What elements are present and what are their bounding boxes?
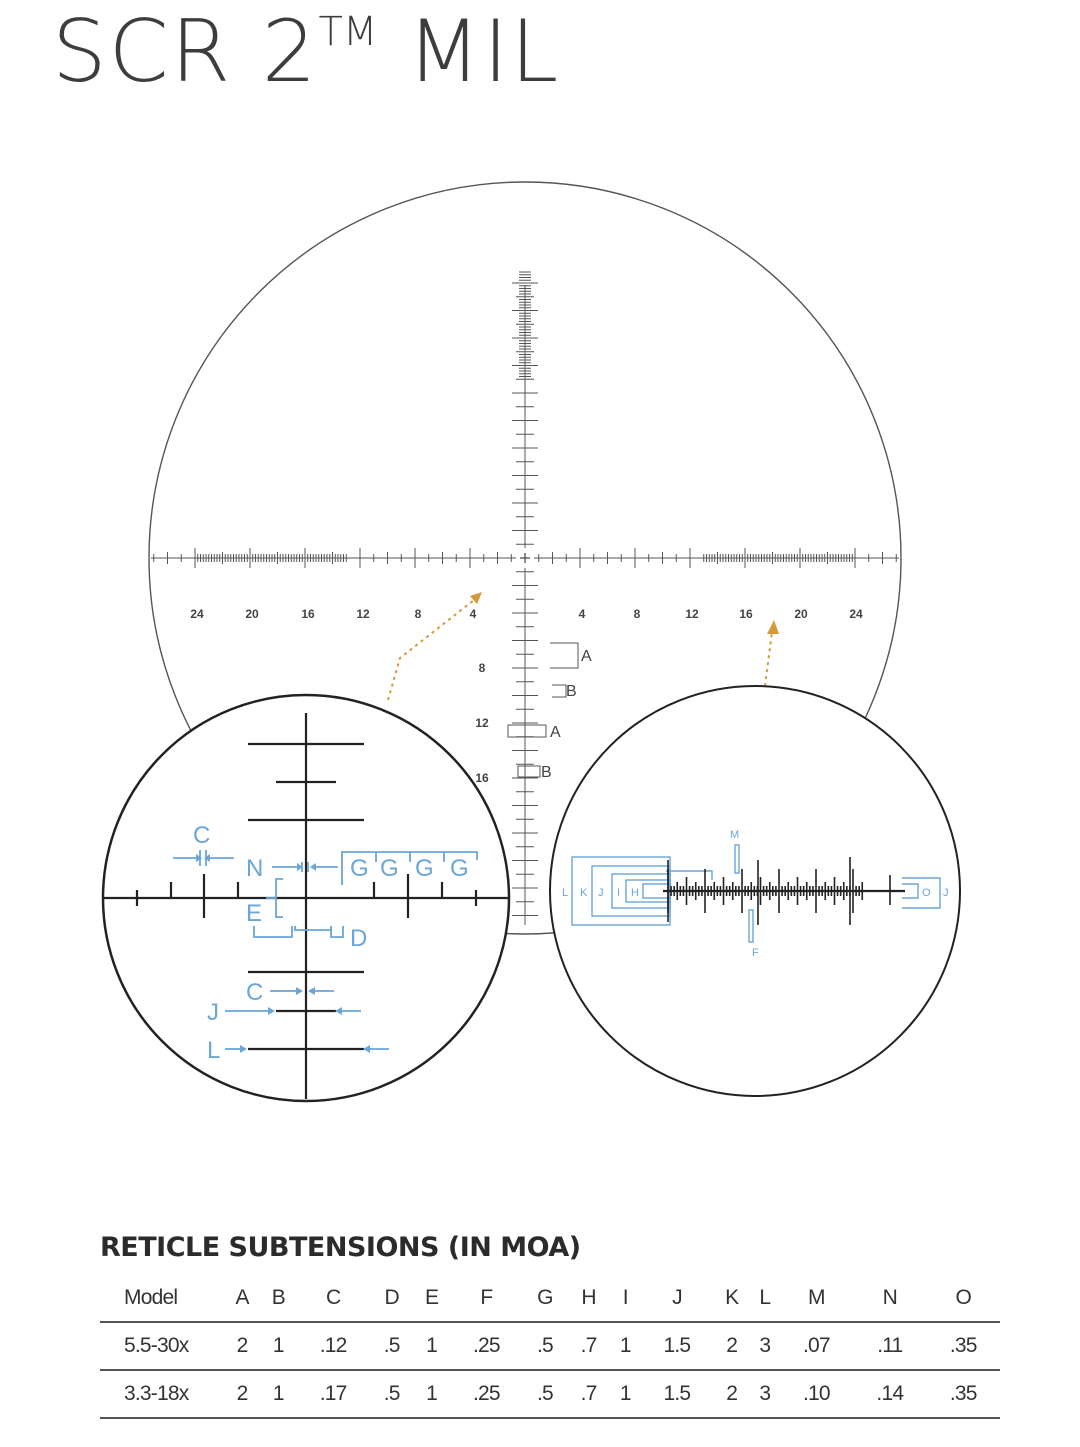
model-cell: 5.5-30x [100,1322,224,1370]
table-header-cell: L [750,1275,780,1322]
table-header-row [100,1275,1000,1322]
table-header-cell: H [567,1275,611,1322]
h-label-right: 20 [794,607,808,621]
inset-label-l: L [562,887,569,899]
table-header-cell: D [370,1275,414,1322]
inset-label-g: G [350,855,369,882]
h-label-left: 8 [414,607,422,621]
value-cell: 2 [714,1370,750,1418]
value-cell: 2 [224,1370,260,1418]
inset-label-j: J [207,999,219,1026]
v-label: 12 [475,716,489,730]
value-cell: .5 [523,1322,567,1370]
table-header-cell: B [260,1275,296,1322]
table-body [100,1322,1000,1418]
h-label-left: 24 [190,607,204,621]
value-cell: 1 [610,1370,640,1418]
value-cell: .14 [853,1370,926,1418]
trademark-mark: TM [318,9,378,56]
inset-label-j: J [943,887,949,899]
inset-label-d: D [350,925,368,952]
inset-label-n: N [246,855,264,882]
value-cell: .35 [927,1322,1000,1370]
inset-label-g: G [415,855,434,882]
value-cell: 1 [413,1370,449,1418]
value-cell: .7 [567,1370,611,1418]
value-cell: .12 [296,1322,369,1370]
h-label-left: 16 [301,607,315,621]
inset-label-i: I [617,887,621,899]
table-header-cell: Model [100,1275,224,1322]
value-cell: 1.5 [640,1322,713,1370]
inset-label-k: K [580,887,588,899]
value-cell: .5 [523,1370,567,1418]
inset-label-h: H [631,887,639,899]
h-label-right: 16 [739,607,753,621]
title-suffix: MIL [406,2,561,102]
table-header-cell: O [927,1275,1000,1322]
title-main: SCR 2 [52,2,319,102]
subtension-table-section [100,1232,1000,1419]
table-row [100,1370,1000,1418]
value-cell: 1 [610,1322,640,1370]
table-header-cell: C [296,1275,369,1322]
model-cell: 3.3-18x [100,1370,224,1418]
inset-label-g: G [450,855,469,882]
left-zoom-inset [103,695,509,1101]
inset-label-m: M [730,829,740,841]
right-zoom-inset [550,686,960,1096]
inset-label-g: G [380,855,399,882]
page-title [52,2,560,102]
table-title: RETICLE SUBTENSIONS (IN MOA) [100,1232,581,1263]
value-cell: 1 [413,1322,449,1370]
value-cell: 2 [714,1322,750,1370]
table-header-cell: G [523,1275,567,1322]
value-cell: .35 [927,1370,1000,1418]
v-label: 8 [478,661,486,675]
value-cell: 2 [224,1322,260,1370]
v-label: 16 [475,771,489,785]
value-cell: 1.5 [640,1370,713,1418]
table-row [100,1322,1000,1370]
table-header-cell: J [640,1275,713,1322]
reticle-diagram [0,170,1080,1120]
inset-label-f: F [752,947,759,959]
callout-b: B [566,683,577,700]
value-cell: .11 [853,1322,926,1370]
table-header-cell: A [224,1275,260,1322]
h-label-right: 4 [578,607,586,621]
h-label-right: 24 [849,607,863,621]
inset-label-o: O [922,887,931,899]
h-label-left: 12 [356,607,370,621]
callout-a: A [581,648,592,665]
value-cell: .10 [780,1370,853,1418]
h-label-right: 12 [685,607,699,621]
callout-b: B [541,764,552,781]
callout-a: A [550,724,561,741]
value-cell: 3 [750,1370,780,1418]
table-header-cell: K [714,1275,750,1322]
table-header-cell: N [853,1275,926,1322]
inset-label-j: J [598,887,604,899]
value-cell: .07 [780,1322,853,1370]
value-cell: .25 [450,1370,523,1418]
value-cell: 3 [750,1322,780,1370]
inset-label-e: E [246,900,263,927]
value-cell: 1 [260,1370,296,1418]
value-cell: .5 [370,1370,414,1418]
table-header-cell: E [413,1275,449,1322]
value-cell: .25 [450,1322,523,1370]
table-header-cell: M [780,1275,853,1322]
inset-label-c: C [246,979,264,1006]
h-label-right: 8 [633,607,641,621]
value-cell: .17 [296,1370,369,1418]
subtension-table [100,1275,1000,1419]
value-cell: .5 [370,1322,414,1370]
inset-label-c: C [193,822,211,849]
value-cell: .7 [567,1322,611,1370]
h-label-left: 4 [469,607,477,621]
table-header-cell: F [450,1275,523,1322]
table-header-cell: I [610,1275,640,1322]
h-label-left: 20 [245,607,259,621]
inset-label-l: L [207,1037,221,1064]
value-cell: 1 [260,1322,296,1370]
